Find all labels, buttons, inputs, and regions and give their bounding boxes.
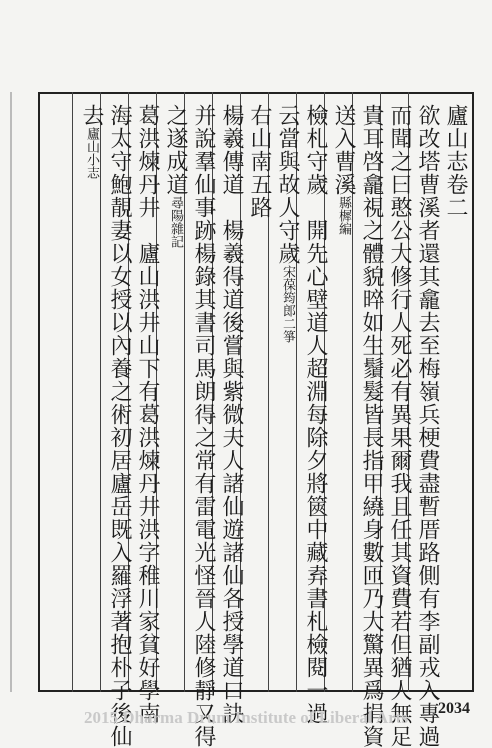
- text-column-13: [76, 104, 106, 179]
- column-rule: [100, 92, 101, 692]
- column-note: 宋葆筠郎二箏: [280, 265, 295, 343]
- column-text: 海太守鮑靚妻以女授以內養之術初居廬岳既入羅浮著抱朴子後仙: [107, 104, 132, 748]
- column-note: 尋陽雜記: [168, 196, 183, 248]
- column-text: 而聞之曰憨公大修行人死必有異果爾我且任其資費若但猶人無足: [387, 104, 412, 748]
- page-edge-line: [10, 92, 12, 692]
- text-column-11: [132, 104, 162, 725]
- column-text: 去: [79, 104, 104, 127]
- page-number: 2034: [438, 700, 470, 717]
- text-column-3: [356, 104, 386, 748]
- column-text: 楊羲傳道 楊羲得道後嘗與紫微夫人諸仙遊諸仙各授學道口訣: [219, 104, 244, 725]
- header-title-column: [440, 104, 470, 219]
- text-column-9: [188, 104, 218, 748]
- text-column-5: [300, 104, 330, 725]
- column-text: 并說羣仙事跡楊錄其書司馬朗得之常有雷電光怪晉人陸修靜又得: [191, 104, 216, 748]
- column-note: 縣樨編: [336, 196, 351, 235]
- column-note: 廬山小志: [84, 127, 99, 179]
- column-text: 貴耳啓龕視之體貌晬如生鬚髮皆長指甲繞身數匝乃大驚異爲捐資: [359, 104, 384, 748]
- column-text: 云當與故人守歲: [275, 104, 300, 265]
- column-text: 葛洪煉丹井 廬山洪井山下有葛洪煉丹井洪字稚川家貧好學南: [135, 104, 160, 725]
- text-column-6: [272, 104, 302, 343]
- column-text: 右山南五路: [247, 104, 272, 219]
- text-column-4: [328, 104, 358, 235]
- text-column-2: [384, 104, 414, 748]
- column-text: 欲改塔曹溪者還其龕去至梅嶺兵梗費盡暫厝路側有李副戎入專過: [415, 104, 440, 748]
- column-rule: [72, 92, 73, 692]
- text-column-10: [160, 104, 190, 248]
- column-text: 檢札守歲 開先心壁道人超淵每除夕將篋中藏弆書札檢閱一過: [303, 104, 328, 725]
- column-text: 之遂成道: [163, 104, 188, 196]
- text-column-12: [104, 104, 134, 748]
- text-column-8: [216, 104, 246, 725]
- text-column-1: [412, 104, 442, 748]
- column-text: 送入曹溪: [331, 104, 356, 196]
- text-column-7: [244, 104, 274, 219]
- column-text: 廬山志卷二: [443, 104, 468, 219]
- watermark: 2015 Dharma Drum Institute of Liberal Arts: [84, 708, 408, 727]
